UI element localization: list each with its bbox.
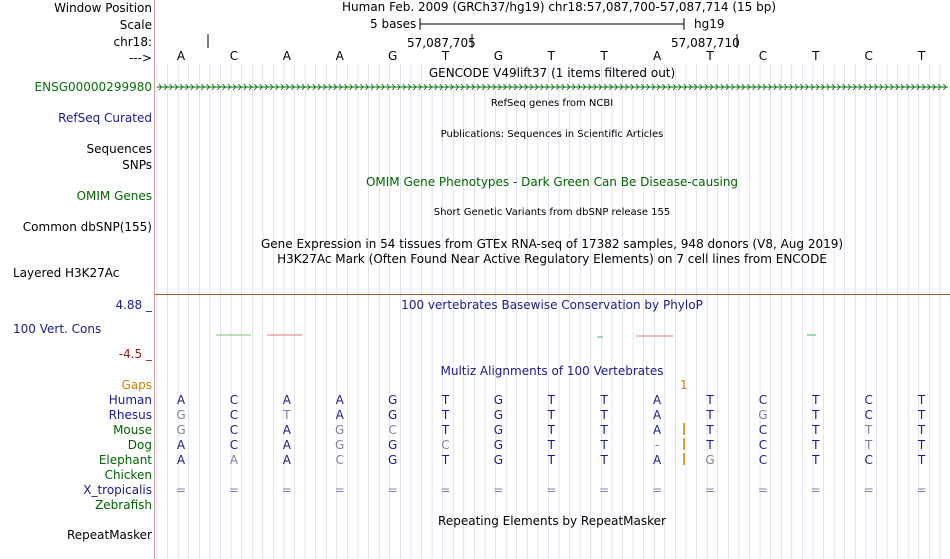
repeatmasker-track-title[interactable]: Repeating Elements by RepeatMasker xyxy=(438,514,666,528)
insertion-markers xyxy=(155,421,950,467)
alignment-base: A xyxy=(652,453,662,467)
alignment-base: T xyxy=(917,408,926,422)
window-position-label: Window Position xyxy=(54,1,152,15)
alignment-base: G xyxy=(758,408,768,422)
species-elephant-label: Elephant xyxy=(98,453,152,467)
sequence-base: T xyxy=(812,49,820,63)
species-xtropicalis-label: X_tropicalis xyxy=(83,483,152,497)
cons-min-label: -4.5 _ xyxy=(118,347,152,361)
alignment-base: C xyxy=(229,408,239,422)
alignment-base: T xyxy=(917,453,926,467)
alignment-base: C xyxy=(864,453,873,467)
dbsnp-label[interactable]: Common dbSNP(155) xyxy=(22,220,152,234)
alignment-base: T xyxy=(600,438,608,452)
omim-track-title[interactable]: OMIM Gene Phenotypes - Dark Green Can Be Disease-causing xyxy=(365,175,739,189)
sequence-base: A xyxy=(282,49,291,63)
alignment-base: G xyxy=(387,438,398,452)
alignment-base: - xyxy=(654,438,660,452)
alignment-base: T xyxy=(441,423,450,437)
sequence-base: T xyxy=(917,49,926,63)
alignment-base: T xyxy=(917,438,926,452)
alignment-base: T xyxy=(917,423,926,437)
strand-label[interactable]: ---> xyxy=(128,51,152,65)
sequences-label[interactable]: Sequences xyxy=(86,142,152,156)
alignment-base: A xyxy=(335,408,344,422)
alignment-base: C xyxy=(758,423,768,437)
sequence-base: A xyxy=(176,49,186,63)
sequence-base: G xyxy=(493,49,504,63)
sequence-base: T xyxy=(706,49,714,63)
alignment-base: T xyxy=(547,438,555,452)
alignment-base: T xyxy=(812,438,820,452)
alignment-base: G xyxy=(335,423,345,437)
alignment-base: A xyxy=(282,453,291,467)
alignment-base: T xyxy=(865,438,873,452)
alignment-base: C xyxy=(864,393,873,407)
gene-id-label[interactable]: ENSG00000299980 xyxy=(34,80,152,94)
gtex-track-title[interactable]: Gene Expression in 54 tissues from GTEx RNA-seq of 17382 samples, 948 donors (V8, Aug 2019) xyxy=(260,237,844,251)
alignment-base: G xyxy=(493,423,504,437)
dbsnp-track-title[interactable]: Short Genetic Variants from dbSNP release 155 xyxy=(433,207,671,218)
phylop-signal xyxy=(155,330,950,340)
alignment-base: = xyxy=(810,483,821,497)
alignment-base: T xyxy=(547,423,555,437)
alignment-base: G xyxy=(387,453,398,467)
alignment-base: G xyxy=(493,438,504,452)
h3k27ac-label[interactable]: Layered H3K27Ac xyxy=(13,266,120,280)
alignment-base: = xyxy=(704,483,716,497)
cons-track-label[interactable]: 100 Vert. Cons xyxy=(13,322,102,336)
alignment-base: G xyxy=(493,393,504,407)
h3k27ac-signal-line xyxy=(155,294,950,295)
alignment-base: A xyxy=(652,393,662,407)
scale-label: Scale xyxy=(119,18,152,32)
sequence-base: G xyxy=(387,49,398,63)
alignment-base: = xyxy=(228,483,239,497)
scale-bar-text: 5 bases xyxy=(370,17,417,31)
sequence-base: T xyxy=(600,49,608,63)
species-dog-label: Dog xyxy=(127,438,152,452)
gene-feature-arrows[interactable] xyxy=(155,80,950,94)
alignment-base: = xyxy=(440,483,451,497)
alignment-base: A xyxy=(176,393,186,407)
alignment-base: T xyxy=(600,408,608,422)
alignment-base: T xyxy=(706,438,714,452)
alignment-base: = xyxy=(546,483,557,497)
sequence-base: T xyxy=(441,49,450,63)
alignment-base: T xyxy=(547,453,555,467)
alignment-base: A xyxy=(652,408,662,422)
alignment-base: T xyxy=(812,453,820,467)
alignment-base: T xyxy=(600,423,608,437)
species-chicken-label: Chicken xyxy=(104,468,152,482)
alignment-base: T xyxy=(600,393,608,407)
refseq-track-title[interactable]: RefSeq genes from NCBI xyxy=(490,98,614,109)
alignment-base: = xyxy=(175,483,187,497)
alignment-base: T xyxy=(812,408,820,422)
phylop-track-title[interactable]: 100 vertebrates Basewise Conservation by PhyloP xyxy=(401,298,703,312)
alignment-base: A xyxy=(229,453,238,467)
alignment-base: C xyxy=(758,453,768,467)
alignment-base: C xyxy=(388,423,397,437)
ruler-coord-1: 57,087,705 xyxy=(407,36,476,50)
sequence-base: C xyxy=(758,49,768,63)
publications-track-title[interactable]: Publications: Sequences in Scientific Articles xyxy=(440,129,664,140)
alignment-base: T xyxy=(441,393,450,407)
base-sequence-row xyxy=(155,49,950,63)
ruler-ticks xyxy=(155,33,950,49)
alignment-base: = xyxy=(916,483,927,497)
alignment-base: = xyxy=(757,483,768,497)
alignment-base: = xyxy=(652,483,663,497)
alignment-base: T xyxy=(706,393,714,407)
alignment-base: A xyxy=(652,423,662,437)
alignment-base: C xyxy=(441,438,450,452)
alignment-base: = xyxy=(281,483,292,497)
alignment-base: T xyxy=(547,408,555,422)
alignment-base: C xyxy=(229,438,239,452)
snps-label[interactable]: SNPs xyxy=(122,158,152,172)
scale-bar xyxy=(418,17,688,31)
alignment-base: G xyxy=(335,438,345,452)
alignment-base: A xyxy=(282,393,291,407)
track-image-area[interactable] xyxy=(155,0,950,559)
alignment-base: T xyxy=(441,453,450,467)
alignment-base: A xyxy=(176,438,186,452)
track-label-column xyxy=(0,0,154,559)
scale-db-text: hg19 xyxy=(694,17,725,31)
alignment-base: C xyxy=(864,408,873,422)
ruler-coord-2: 57,087,710 xyxy=(671,36,740,50)
sequence-base: A xyxy=(652,49,662,63)
gap-count: 1 xyxy=(680,378,688,392)
omim-genes-label[interactable]: OMIM Genes xyxy=(76,189,152,203)
alignment-base: G xyxy=(176,423,186,437)
alignment-base: T xyxy=(547,393,555,407)
h3k27ac-track-title[interactable]: H3K27Ac Mark (Often Found Near Active Regulatory Elements) on 7 cell lines from ENCODE xyxy=(277,252,827,266)
alignment-base: A xyxy=(282,423,291,437)
multiz-track-title[interactable]: Multiz Alignments of 100 Vertebrates xyxy=(440,364,664,378)
alignment-base: T xyxy=(706,408,714,422)
alignment-base: G xyxy=(705,453,715,467)
alignment-base: C xyxy=(229,393,239,407)
alignment-base: G xyxy=(493,453,504,467)
sequence-base: A xyxy=(335,49,344,63)
gencode-track-title[interactable]: GENCODE V49lift37 (1 items filtered out) xyxy=(428,66,676,80)
cons-max-label: 4.88 _ xyxy=(115,298,152,312)
alignment-base: C xyxy=(758,393,768,407)
alignment-base: C xyxy=(229,423,239,437)
alignment-base: C xyxy=(335,453,344,467)
alignment-base: T xyxy=(812,423,820,437)
alignment-base: = xyxy=(387,483,398,497)
alignment-base: T xyxy=(812,393,820,407)
alignment-base: = xyxy=(863,483,874,497)
gaps-label: Gaps xyxy=(121,378,152,392)
alignment-base: T xyxy=(917,393,926,407)
alignment-base: A xyxy=(335,393,344,407)
alignment-base: A xyxy=(282,438,291,452)
species-rhesus-label: Rhesus xyxy=(108,408,152,422)
alignment-base: = xyxy=(334,483,345,497)
alignment-base: T xyxy=(865,423,873,437)
sequence-base: C xyxy=(864,49,873,63)
assembly-position-title: Human Feb. 2009 (GRCh37/hg19) chr18:57,087,700-57,087,714 (15 bp) xyxy=(342,0,777,14)
species-zebrafish-label: Zebrafish xyxy=(95,498,152,512)
alignment-base: G xyxy=(176,408,186,422)
sequence-base: T xyxy=(547,49,555,63)
alignment-base: G xyxy=(387,393,398,407)
alignment-base: C xyxy=(758,438,768,452)
alignment-base: T xyxy=(283,408,291,422)
alignment-base: G xyxy=(387,408,398,422)
sequence-base: C xyxy=(229,49,239,63)
alignment-base: T xyxy=(706,423,714,437)
repeatmasker-label[interactable]: RepeatMasker xyxy=(66,528,152,542)
alignment-base: G xyxy=(493,408,504,422)
chrom-label: chr18: xyxy=(113,35,152,49)
refseq-curated-label[interactable]: RefSeq Curated xyxy=(58,111,152,125)
alignment-base: = xyxy=(599,483,610,497)
alignment-base: = xyxy=(493,483,504,497)
species-human-label: Human xyxy=(108,393,152,407)
alignment-base: T xyxy=(441,408,450,422)
alignment-base: A xyxy=(176,453,186,467)
species-mouse-label: Mouse xyxy=(113,423,152,437)
alignment-base: T xyxy=(600,453,608,467)
